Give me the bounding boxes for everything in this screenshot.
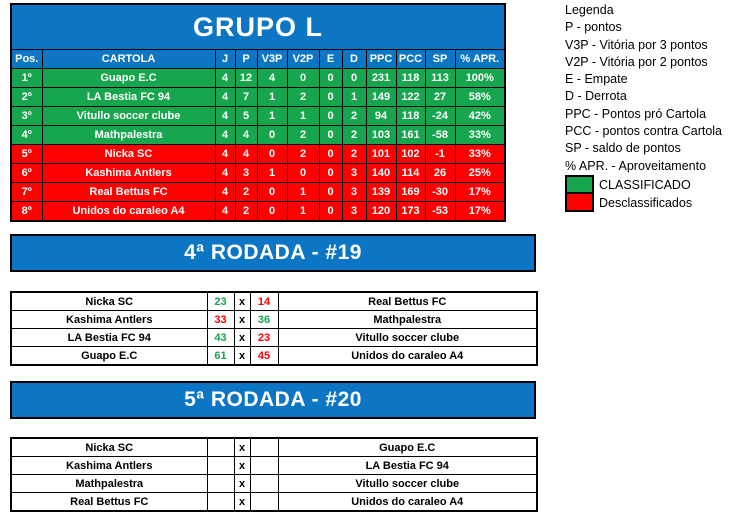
ppc-cell: 103 bbox=[366, 126, 396, 145]
apr-cell: 42% bbox=[455, 107, 505, 126]
sp-cell: 113 bbox=[425, 69, 455, 88]
e-cell: 0 bbox=[319, 69, 342, 88]
home-team-cell: Nicka SC bbox=[11, 438, 207, 457]
legend-line: SP - saldo de pontos bbox=[565, 141, 681, 156]
d-cell: 3 bbox=[342, 183, 366, 202]
away-score-cell: 45 bbox=[250, 347, 278, 366]
col-header-pos: Pos. bbox=[11, 50, 42, 69]
away-team-cell: Unidos do caraleo A4 bbox=[278, 493, 537, 512]
p-cell: 2 bbox=[235, 202, 257, 222]
col-header-d: D bbox=[342, 50, 366, 69]
fixture-row bbox=[11, 347, 537, 366]
j-cell: 4 bbox=[215, 69, 235, 88]
p-cell: 12 bbox=[235, 69, 257, 88]
col-header-v3p: V3P bbox=[257, 50, 287, 69]
away-score-cell bbox=[250, 457, 278, 475]
home-team-cell: Mathpalestra bbox=[11, 475, 207, 493]
home-team-cell: LA Bestia FC 94 bbox=[11, 329, 207, 347]
away-team-cell: Real Bettus FC bbox=[278, 292, 537, 311]
j-cell: 4 bbox=[215, 145, 235, 164]
away-score-cell bbox=[250, 438, 278, 457]
relegated-color-swatch bbox=[565, 192, 594, 212]
team-cell: Kashima Antlers bbox=[42, 164, 215, 183]
v2p-cell: 1 bbox=[287, 183, 319, 202]
e-cell: 0 bbox=[319, 88, 342, 107]
legend-line: PCC - pontos contra Cartola bbox=[565, 124, 723, 139]
round5-fixtures-table bbox=[10, 437, 538, 512]
col-header-p: P bbox=[235, 50, 257, 69]
home-team-cell: Nicka SC bbox=[11, 292, 207, 311]
legend-line: E - Empate bbox=[565, 72, 628, 87]
e-cell: 0 bbox=[319, 145, 342, 164]
v3p-cell: 1 bbox=[257, 107, 287, 126]
legend-line: V3P - Vitória por 3 pontos bbox=[565, 37, 708, 52]
home-team-cell: Real Bettus FC bbox=[11, 493, 207, 512]
v2p-cell: 2 bbox=[287, 126, 319, 145]
v3p-cell: 0 bbox=[257, 183, 287, 202]
standings-table bbox=[10, 3, 506, 222]
fixture-row bbox=[11, 493, 537, 512]
apr-cell: 17% bbox=[455, 183, 505, 202]
team-cell: Vitullo soccer clube bbox=[42, 107, 215, 126]
pcc-cell: 122 bbox=[396, 88, 425, 107]
v3p-cell: 0 bbox=[257, 126, 287, 145]
pos-cell: 7º bbox=[11, 183, 42, 202]
pos-cell: 3º bbox=[11, 107, 42, 126]
p-cell: 7 bbox=[235, 88, 257, 107]
round5-banner: 5ª RODADA - #20 bbox=[10, 381, 536, 419]
v3p-cell: 4 bbox=[257, 69, 287, 88]
pcc-cell: 169 bbox=[396, 183, 425, 202]
v2p-cell: 1 bbox=[287, 107, 319, 126]
p-cell: 4 bbox=[235, 145, 257, 164]
away-team-cell: Unidos do caraleo A4 bbox=[278, 347, 537, 366]
v2p-cell: 0 bbox=[287, 69, 319, 88]
apr-cell: 58% bbox=[455, 88, 505, 107]
ppc-cell: 94 bbox=[366, 107, 396, 126]
d-cell: 2 bbox=[342, 145, 366, 164]
team-cell: Mathpalestra bbox=[42, 126, 215, 145]
home-score-cell: 33 bbox=[207, 311, 234, 329]
group-title: GRUPO L bbox=[11, 4, 505, 50]
pos-cell: 5º bbox=[11, 145, 42, 164]
away-score-cell bbox=[250, 493, 278, 512]
j-cell: 4 bbox=[215, 88, 235, 107]
d-cell: 0 bbox=[342, 69, 366, 88]
legend-title: Legenda bbox=[565, 3, 614, 17]
legend-line: PPC - Pontos pró Cartola bbox=[565, 106, 707, 121]
home-score-cell: 43 bbox=[207, 329, 234, 347]
x-separator: x bbox=[234, 475, 250, 493]
pcc-cell: 102 bbox=[396, 145, 425, 164]
v2p-cell: 2 bbox=[287, 145, 319, 164]
col-header-v2p: V2P bbox=[287, 50, 319, 69]
fixture-row bbox=[11, 311, 537, 329]
sp-cell: 27 bbox=[425, 88, 455, 107]
d-cell: 2 bbox=[342, 126, 366, 145]
apr-cell: 17% bbox=[455, 202, 505, 222]
team-cell: Guapo E.C bbox=[42, 69, 215, 88]
j-cell: 4 bbox=[215, 126, 235, 145]
v3p-cell: 1 bbox=[257, 88, 287, 107]
col-header-pcc: PCC bbox=[396, 50, 425, 69]
round4-fixtures-table bbox=[10, 291, 538, 366]
apr-cell: 33% bbox=[455, 126, 505, 145]
e-cell: 0 bbox=[319, 126, 342, 145]
relegated-label: Desclassificados bbox=[599, 195, 693, 210]
away-score-cell: 36 bbox=[250, 311, 278, 329]
fixture-row bbox=[11, 475, 537, 493]
pos-cell: 1º bbox=[11, 69, 42, 88]
j-cell: 4 bbox=[215, 183, 235, 202]
x-separator: x bbox=[234, 311, 250, 329]
home-score-cell bbox=[207, 475, 234, 493]
team-cell: LA Bestia FC 94 bbox=[42, 88, 215, 107]
sp-cell: -58 bbox=[425, 126, 455, 145]
home-score-cell bbox=[207, 438, 234, 457]
v3p-cell: 0 bbox=[257, 202, 287, 222]
ppc-cell: 140 bbox=[366, 164, 396, 183]
team-cell: Unidos do caraleo A4 bbox=[42, 202, 215, 222]
standings-header-row bbox=[11, 50, 505, 69]
ppc-cell: 139 bbox=[366, 183, 396, 202]
fixture-row bbox=[11, 438, 537, 457]
away-score-cell bbox=[250, 475, 278, 493]
col-header-sp: SP bbox=[425, 50, 455, 69]
team-cell: Real Bettus FC bbox=[42, 183, 215, 202]
standings-row bbox=[11, 69, 505, 88]
apr-cell: 100% bbox=[455, 69, 505, 88]
p-cell: 3 bbox=[235, 164, 257, 183]
x-separator: x bbox=[234, 329, 250, 347]
apr-cell: 25% bbox=[455, 164, 505, 183]
home-score-cell: 23 bbox=[207, 292, 234, 311]
pcc-cell: 114 bbox=[396, 164, 425, 183]
j-cell: 4 bbox=[215, 164, 235, 183]
sp-cell: -53 bbox=[425, 202, 455, 222]
pcc-cell: 173 bbox=[396, 202, 425, 222]
standings-row bbox=[11, 88, 505, 107]
legend bbox=[565, 2, 722, 213]
legend-line: P - pontos bbox=[565, 20, 622, 35]
group-banner bbox=[11, 4, 505, 50]
home-score-cell bbox=[207, 457, 234, 475]
standings-row bbox=[11, 164, 505, 183]
sp-cell: -1 bbox=[425, 145, 455, 164]
away-score-cell: 14 bbox=[250, 292, 278, 311]
col-header-apr: % APR. bbox=[455, 50, 505, 69]
e-cell: 0 bbox=[319, 107, 342, 126]
pos-cell: 2º bbox=[11, 88, 42, 107]
x-separator: x bbox=[234, 493, 250, 512]
pcc-cell: 118 bbox=[396, 107, 425, 126]
x-separator: x bbox=[234, 347, 250, 366]
home-team-cell: Kashima Antlers bbox=[11, 311, 207, 329]
relegated-legend-row bbox=[565, 193, 722, 213]
d-cell: 2 bbox=[342, 107, 366, 126]
standings-row bbox=[11, 126, 505, 145]
ppc-cell: 231 bbox=[366, 69, 396, 88]
classified-label: CLASSIFICADO bbox=[599, 177, 691, 192]
col-header-ppc: PPC bbox=[366, 50, 396, 69]
fixture-row bbox=[11, 457, 537, 475]
home-score-cell: 61 bbox=[207, 347, 234, 366]
fixture-row bbox=[11, 292, 537, 311]
home-team-cell: Kashima Antlers bbox=[11, 457, 207, 475]
v3p-cell: 1 bbox=[257, 164, 287, 183]
pcc-cell: 161 bbox=[396, 126, 425, 145]
col-header-e: E bbox=[319, 50, 342, 69]
away-team-cell: Vitullo soccer clube bbox=[278, 475, 537, 493]
d-cell: 3 bbox=[342, 202, 366, 222]
away-score-cell: 23 bbox=[250, 329, 278, 347]
standings-row bbox=[11, 145, 505, 164]
pcc-cell: 118 bbox=[396, 69, 425, 88]
home-score-cell bbox=[207, 493, 234, 512]
pos-cell: 6º bbox=[11, 164, 42, 183]
standings-row bbox=[11, 183, 505, 202]
sp-cell: 26 bbox=[425, 164, 455, 183]
pos-cell: 4º bbox=[11, 126, 42, 145]
pos-cell: 8º bbox=[11, 202, 42, 222]
v3p-cell: 0 bbox=[257, 145, 287, 164]
legend-line: V2P - Vitória por 2 pontos bbox=[565, 54, 708, 69]
d-cell: 1 bbox=[342, 88, 366, 107]
p-cell: 5 bbox=[235, 107, 257, 126]
e-cell: 0 bbox=[319, 183, 342, 202]
col-header-j: J bbox=[215, 50, 235, 69]
v2p-cell: 2 bbox=[287, 88, 319, 107]
x-separator: x bbox=[234, 438, 250, 457]
j-cell: 4 bbox=[215, 202, 235, 222]
home-team-cell: Guapo E.C bbox=[11, 347, 207, 366]
sp-cell: -24 bbox=[425, 107, 455, 126]
team-cell: Nicka SC bbox=[42, 145, 215, 164]
p-cell: 2 bbox=[235, 183, 257, 202]
fixture-row bbox=[11, 329, 537, 347]
legend-line: % APR. - Aproveitamento bbox=[565, 158, 707, 173]
d-cell: 3 bbox=[342, 164, 366, 183]
col-header-cartola: CARTOLA bbox=[42, 50, 215, 69]
j-cell: 4 bbox=[215, 107, 235, 126]
sp-cell: -30 bbox=[425, 183, 455, 202]
ppc-cell: 120 bbox=[366, 202, 396, 222]
ppc-cell: 149 bbox=[366, 88, 396, 107]
apr-cell: 33% bbox=[455, 145, 505, 164]
x-separator: x bbox=[234, 292, 250, 311]
away-team-cell: Mathpalestra bbox=[278, 311, 537, 329]
v2p-cell: 1 bbox=[287, 202, 319, 222]
legend-line: D - Derrota bbox=[565, 89, 627, 104]
round4-banner: 4ª RODADA - #19 bbox=[10, 234, 536, 272]
standings-row bbox=[11, 107, 505, 126]
away-team-cell: Vitullo soccer clube bbox=[278, 329, 537, 347]
x-separator: x bbox=[234, 457, 250, 475]
e-cell: 0 bbox=[319, 202, 342, 222]
away-team-cell: LA Bestia FC 94 bbox=[278, 457, 537, 475]
p-cell: 4 bbox=[235, 126, 257, 145]
away-team-cell: Guapo E.C bbox=[278, 438, 537, 457]
e-cell: 0 bbox=[319, 164, 342, 183]
ppc-cell: 101 bbox=[366, 145, 396, 164]
v2p-cell: 0 bbox=[287, 164, 319, 183]
standings-row bbox=[11, 202, 505, 222]
